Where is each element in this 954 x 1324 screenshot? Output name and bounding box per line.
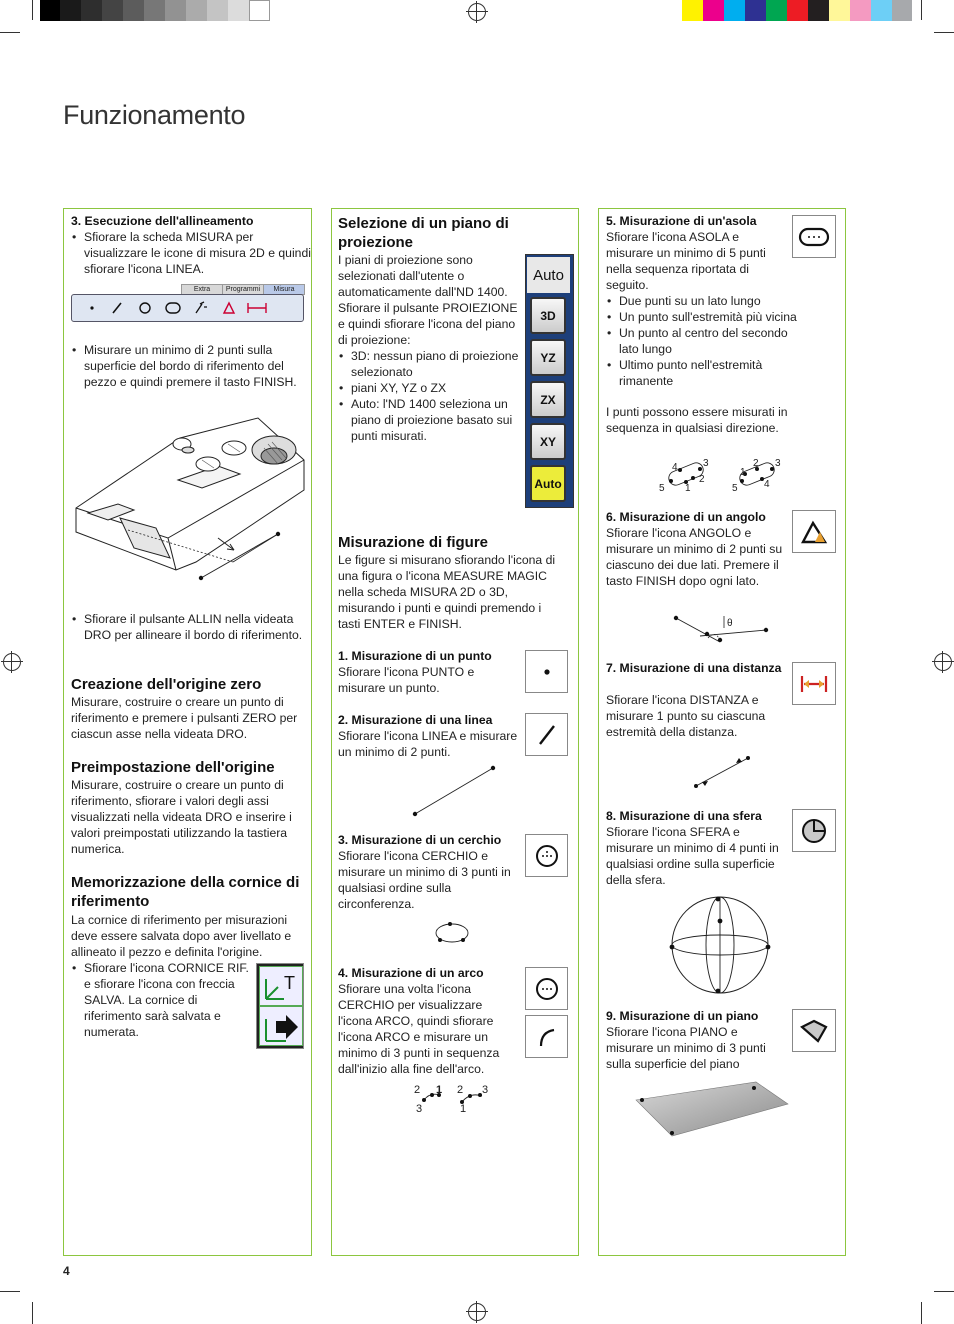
tab-programmi: Programmi xyxy=(222,284,264,295)
arc-label: 2 xyxy=(457,1084,464,1096)
slot-label: 3 xyxy=(775,458,781,469)
circle-heading: 3. Misurazione di un cerchio xyxy=(338,833,502,847)
slot-heading: 5. Misurazione di un'asola xyxy=(606,214,757,228)
registration-mark-icon xyxy=(3,653,21,671)
slot-icon xyxy=(166,303,180,313)
distance-icon xyxy=(248,303,266,313)
plane-diagram xyxy=(632,1078,792,1140)
registration-mark-icon xyxy=(934,653,952,671)
point-text: Sfiorare l'icona PUNTO e misurare un punto. xyxy=(338,665,475,695)
point-icon xyxy=(90,306,93,309)
frame-bullet: • Sfiorare l'icona CORNICE RIF. e sfiorare l'icona con freccia SALVA. La cornice di riferimento sarà salvata e numerata. xyxy=(84,960,256,1040)
slot-text: Sfiorare l'icona ASOLA e misurare un minimo di 5 punti nella sequenza riportata di seguito. xyxy=(606,230,766,292)
measure-toolbar xyxy=(71,284,304,324)
svg-text:T: T xyxy=(284,973,295,993)
angle-text: Sfiorare l'icona ANGOLO e misurare un minimo di 2 punti su ciascuno dei due lati. Premere il tasto FINISH dopo ogni lato. xyxy=(606,526,783,588)
projection-button-xy[interactable]: XY xyxy=(530,423,566,460)
arc-heading: 4. Misurazione di un arco xyxy=(338,966,484,980)
distance-diagram xyxy=(690,752,754,792)
arc-label: 1 xyxy=(460,1103,467,1115)
slot-label: 2 xyxy=(699,474,705,485)
slot-label: 4 xyxy=(764,479,770,490)
arc-icon xyxy=(525,1015,568,1058)
distance-text: Sfiorare l'icona DISTANZA e misurare 1 punto su ciascuna estremità della distanza. xyxy=(606,693,766,739)
plane-text: Sfiorare l'icona PIANO e misurare un minimo di 3 punti sulla superficie del piano xyxy=(606,1025,766,1071)
projection-button-auto[interactable]: Auto xyxy=(530,465,566,502)
slot-label: 1 xyxy=(740,467,746,478)
save-arrow-icon xyxy=(259,1006,303,1046)
point-heading: 1. Misurazione di un punto xyxy=(338,649,492,663)
slot-label: 5 xyxy=(732,483,738,494)
sphere-heading: 8. Misurazione di una sfera xyxy=(606,809,762,823)
figures-text: Le figure si misurano sfiorando l'icona di una figura o l'icona MEASURE MAGIC nella scheda MISURA 2D o 3D, misurando i punti e quindi premendo i tasti ENTER e FINISH. xyxy=(338,553,556,631)
registration-mark-icon xyxy=(468,3,486,21)
point-icon xyxy=(525,650,568,693)
align-heading: 3. Esecuzione dell'allineamento xyxy=(71,214,254,228)
reference-frame-icon xyxy=(259,966,303,1006)
page-title: Funzionamento xyxy=(63,100,246,130)
projection-bullet-1: • 3D: nessun piano di proiezione selezionato xyxy=(351,348,533,380)
arc-diagram xyxy=(410,1082,496,1118)
angle-symbol: θ xyxy=(727,618,733,629)
tab-extra: Extra xyxy=(181,284,223,295)
distance-icon xyxy=(792,662,836,705)
line-heading: 2. Misurazione di una linea xyxy=(338,713,493,727)
angle-diagram xyxy=(670,612,774,646)
preset-heading: Preimpostazione dell'origine xyxy=(71,759,275,776)
magic-icon xyxy=(196,302,207,313)
sphere-icon xyxy=(792,809,836,852)
angle-icon xyxy=(792,510,836,553)
angle-heading: 6. Misurazione di un angolo xyxy=(606,510,766,524)
circle-icon xyxy=(525,834,568,877)
arc-label: 3 xyxy=(416,1103,423,1115)
frame-text: La cornice di riferimento per misurazioni deve essere salvata dopo aver livellato e allineato il pezzo e definita l'origine. xyxy=(71,913,292,959)
distance-heading: 7. Misurazione di una distanza xyxy=(606,661,782,675)
align-bullet-2: • Misurare un minimo di 2 punti sulla superficie del bordo di riferimento del pezzo e quindi premere il tasto FINISH. xyxy=(84,342,314,390)
slot-bullet-2: • Un punto sull'estremità più vicina xyxy=(619,309,799,325)
slot-bullet-1: • Due punti su un lato lungo xyxy=(619,293,799,309)
projection-text: I piani di proiezione sono selezionati dall'utente o automaticamente dall'ND 1400. Sfiorare il pulsante PROIEZIONE e quindi sfiorare l'icona del piano di proiezione: xyxy=(338,253,518,347)
arc-label: 3 xyxy=(482,1084,489,1096)
slot-icon xyxy=(792,215,836,258)
plane-icon xyxy=(792,1009,836,1052)
plane-heading: 9. Misurazione di un piano xyxy=(606,1009,759,1023)
projection-bullet-2: • piani XY, YZ o ZX xyxy=(351,380,533,396)
slot-bullet-3: • Un punto al centro del secondo lato lungo xyxy=(619,325,799,357)
line-icon xyxy=(525,713,568,756)
slot-label: 4 xyxy=(672,462,678,473)
circle-icon xyxy=(140,303,150,313)
circle-diagram xyxy=(430,918,474,948)
sphere-text: Sfiorare l'icona SFERA e misurare un minimo di 4 punti in qualsiasi ordine sulla superficie della sfera. xyxy=(606,825,779,887)
circle-icon xyxy=(525,967,568,1010)
line-icon xyxy=(113,303,121,313)
tab-misura: Misura xyxy=(263,284,305,295)
arc-label: 1 xyxy=(436,1084,443,1096)
page-number: 4 xyxy=(63,1264,70,1278)
projection-heading: Selezione di un piano di proiezione xyxy=(338,215,509,251)
zero-text: Misurare, costruire o creare un punto di riferimento e premere i pulsanti ZERO per ciascun asse nella videata DRO. xyxy=(71,695,298,741)
align-bullet-1: • Sfiorare la scheda MISURA per visualizzare le icone di misura 2D e quindi sfiorare l'icona LINEA. xyxy=(84,229,314,277)
slot-bullet-4: • Ultimo punto nell'estremità rimanente xyxy=(619,357,799,389)
align-bullet-3: • Sfiorare il pulsante ALLIN nella videata DRO per allineare il bordo di riferimento. xyxy=(84,611,314,643)
slot-label: 2 xyxy=(753,458,759,469)
projection-button-yz[interactable]: YZ xyxy=(530,339,566,376)
projection-button-current[interactable]: Auto xyxy=(527,257,570,293)
projection-bullet-3: • Auto: l'ND 1400 seleziona un piano di proiezione basato sui punti misurati. xyxy=(351,396,533,444)
figures-heading: Misurazione di figure xyxy=(338,534,489,551)
slot-label: 5 xyxy=(659,483,665,494)
preset-text: Misurare, costruire o creare un punto di riferimento, sfiorare i valori degli assi visualizzati nella videata DRO e inserire i valori preimpostati utilizzando la tastiera numerica. xyxy=(71,778,292,856)
projection-button-zx[interactable]: ZX xyxy=(530,381,566,418)
zero-heading: Creazione dell'origine zero xyxy=(71,676,262,693)
line-diagram xyxy=(405,762,505,820)
sphere-diagram xyxy=(668,893,774,999)
slot-label: 1 xyxy=(685,483,691,494)
workpiece-drawing xyxy=(68,410,308,590)
arc-text: Sfiorare una volta l'icona CERCHIO per visualizzare l'icona ARCO, quindi sfiorare l'icona ARCO e misurare un minimo di 3 punti in sequenza dall'inizio alla fine dell'arco. xyxy=(338,982,500,1076)
angle-icon xyxy=(224,303,234,313)
frame-heading: Memorizzazione della cornice di riferimento xyxy=(71,874,300,910)
slot-diagram xyxy=(656,456,786,496)
arc-label: 2 xyxy=(414,1084,421,1096)
reference-frame-icons xyxy=(256,963,304,1049)
slot-text-2: I punti possono essere misurati in sequenza in qualsiasi direzione. xyxy=(606,405,788,435)
slot-label: 3 xyxy=(703,458,709,469)
registration-mark-icon xyxy=(468,1303,486,1321)
projection-button-3d[interactable]: 3D xyxy=(530,297,566,334)
line-text: Sfiorare l'icona LINEA e misurare un minimo di 2 punti. xyxy=(338,729,518,759)
circle-text: Sfiorare l'icona CERCHIO e misurare un minimo di 3 punti in qualsiasi ordine sulla circonferenza. xyxy=(338,849,511,911)
